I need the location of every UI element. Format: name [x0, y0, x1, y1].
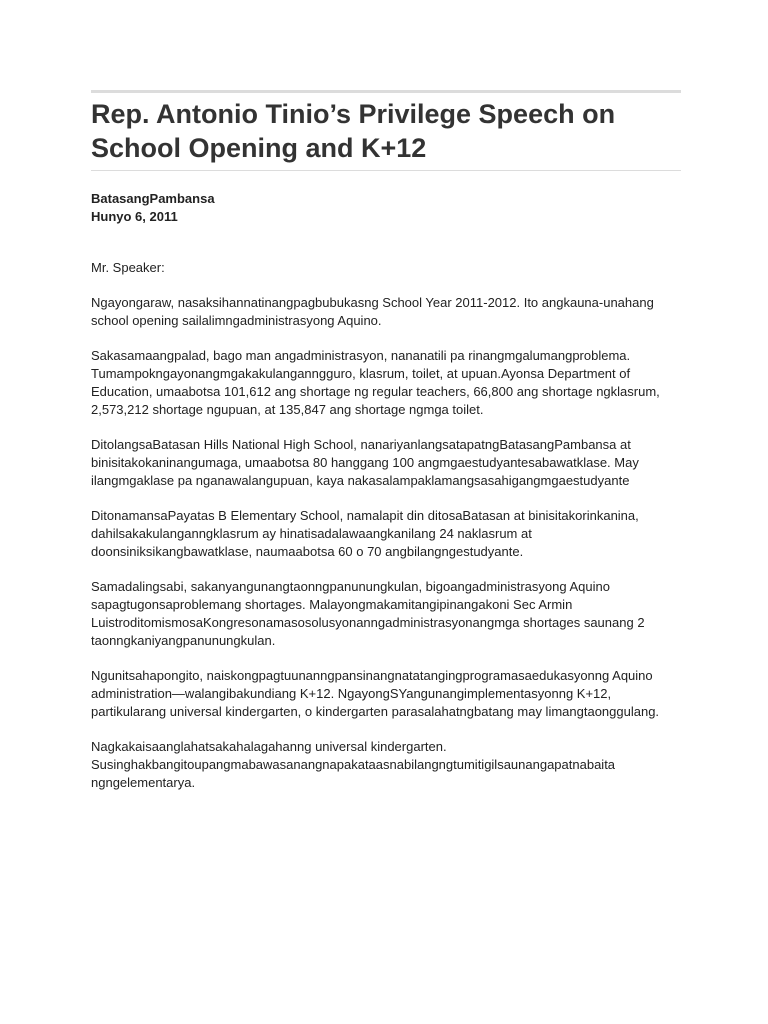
- document-body: [91, 259, 681, 809]
- paragraph: DitonamansaPayatas B Elementary School, namalapit din ditosaBatasan at binisitakorinkanina, dahilsakakulanganngklasrum ay hinatisadalawaangkanilang 24 naklasrum at doonsiniksikangbawatklase, naumaabotsa 60 o 70 angbilangngestudyante.: [91, 508, 639, 559]
- paragraph: Samadalingsabi, sakanyangunangtaonngpanunungkulan, bigoangadministrasyong Aquino sapagtugonsaproblemang shortages. Malayongmakamitangipinangakoni Sec Armin LuistroditomismosaKongresonamasosolusyonanngadministrasyonangmga shortages saunang 2 taonngkaniyangpanunungkulan.: [91, 579, 645, 648]
- paragraph: Nagkakaisaanglahatsakahalagahanng universal kindergarten. Susinghakbangitoupangmabawasanangnapakataasnabilangngtumitigilsaunangapatnabaita ngngelementarya.: [91, 739, 616, 790]
- date-text: Hunyo 6, 2011: [91, 209, 178, 224]
- title-divider: [91, 170, 681, 171]
- top-divider: [91, 90, 681, 93]
- venue-text: BatasangPambansa: [91, 191, 215, 206]
- document-meta: [91, 190, 681, 226]
- document-title: Rep. Antonio Tinio’s Privilege Speech on School Opening and K+12: [91, 99, 616, 163]
- paragraph: DitolangsaBatasan Hills National High School, nanariyanlangsatapatngBatasangPambansa at binisitakokaninangumaga, umaabotsa 80 hanggang 100 angmgaestudyantesabawatklase. May ilangmgaklase pa nganawalangupuan, kaya nakasalampaklamangsasahigangmgaestudyante: [91, 437, 639, 488]
- paragraph: Ngayongaraw, nasaksihannatinangpagbubukasng School Year 2011-2012. Ito angkauna-unahang school opening sailalimngadministrasyong Aquino.: [91, 295, 654, 328]
- salutation: Mr. Speaker:: [91, 260, 165, 275]
- paragraph: Sakasamaangpalad, bago man angadministrasyon, nananatili pa rinangmgalumangproblema. Tumampokngayonangmgakakulanganngguro, klasrum, toilet, at upuan.Ayonsa Department of Education, umaabotsa 101,612 ang shortage ng regular teachers, 66,800 ang shortage ngklasrum, 2,573,212 shortage ngupuan, at 135,847 ang shortage ngmga toilet.: [91, 348, 660, 417]
- paragraph: Ngunitsahapongito, naiskongpagtuunanngpansinangnatatangingprogramasaedukasyonng Aquino administration—walangibakundiang K+12. NgayongSYangunangimplementasyonng K+12, partikularang universal kindergarten, o kindergarten parasalahatngbatang may limangtaonggulang.: [91, 668, 660, 719]
